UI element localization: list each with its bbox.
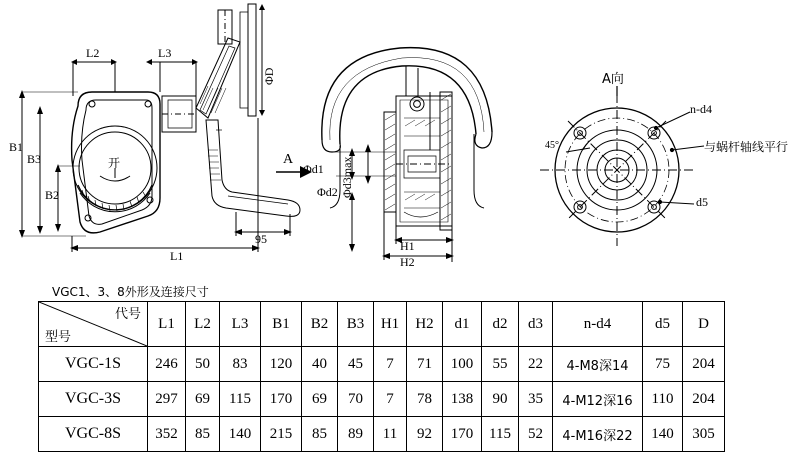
col-L1: L1 bbox=[148, 302, 186, 347]
dial-open-label: 开 bbox=[108, 156, 121, 170]
cell-n-d4: 4-M8深14 bbox=[553, 347, 643, 382]
cell-H1: 7 bbox=[374, 347, 407, 382]
dim-label-phid1: Φd1 bbox=[303, 162, 324, 176]
dim-label-H2: H2 bbox=[400, 255, 415, 269]
table-caption: VGC1、3、8外形及连接尺寸 bbox=[52, 285, 209, 299]
dim-label-L2: L2 bbox=[86, 46, 100, 60]
cell-B2: 40 bbox=[302, 347, 338, 382]
dim-label-B3: B3 bbox=[27, 152, 42, 166]
cell-d3: 35 bbox=[519, 382, 553, 417]
col-B3: B3 bbox=[338, 302, 374, 347]
label-45deg: 45° bbox=[545, 140, 559, 151]
col-d3: d3 bbox=[519, 302, 553, 347]
cell-d1: 138 bbox=[443, 382, 482, 417]
cell-model: VGC-1S bbox=[39, 347, 148, 382]
cell-H2: 92 bbox=[407, 417, 443, 452]
cell-B3: 70 bbox=[338, 382, 374, 417]
cell-L2: 50 bbox=[186, 347, 220, 382]
col-D: D bbox=[683, 302, 725, 347]
dim-label-phiD: ΦD bbox=[262, 67, 276, 85]
cell-D: 204 bbox=[683, 347, 725, 382]
cell-L1: 297 bbox=[148, 382, 186, 417]
col-d5: d5 bbox=[643, 302, 683, 347]
dim-label-B2: B2 bbox=[45, 188, 60, 202]
col-n-d4: n-d4 bbox=[553, 302, 643, 347]
cell-L2: 85 bbox=[186, 417, 220, 452]
dimensions-table bbox=[38, 301, 725, 452]
col-L2: L2 bbox=[186, 302, 220, 347]
cell-model: VGC-8S bbox=[39, 417, 148, 452]
view-A-label: A向 bbox=[602, 72, 624, 87]
cell-H1: 11 bbox=[374, 417, 407, 452]
col-d1: d1 bbox=[443, 302, 482, 347]
col-H2: H2 bbox=[407, 302, 443, 347]
label-d5: d5 bbox=[696, 195, 708, 209]
section-arrow-A-label: A bbox=[283, 152, 294, 167]
table-row bbox=[39, 417, 725, 452]
dim-label-B1: B1 bbox=[9, 140, 24, 154]
cell-B3: 89 bbox=[338, 417, 374, 452]
cell-n-d4: 4-M12深16 bbox=[553, 382, 643, 417]
cell-d5: 140 bbox=[643, 417, 683, 452]
cell-d3: 52 bbox=[519, 417, 553, 452]
cell-model: VGC-3S bbox=[39, 382, 148, 417]
cell-d2: 90 bbox=[482, 382, 519, 417]
table-row bbox=[39, 382, 725, 417]
cell-d5: 110 bbox=[643, 382, 683, 417]
dim-label-phid2: Φd2 bbox=[317, 185, 338, 199]
cell-d1: 100 bbox=[443, 347, 482, 382]
corner-label-model: 型号 bbox=[45, 330, 72, 345]
col-d2: d2 bbox=[482, 302, 519, 347]
col-L3: L3 bbox=[220, 302, 261, 347]
cell-L1: 352 bbox=[148, 417, 186, 452]
dim-label-phid3max: Φd3max bbox=[340, 156, 354, 198]
cell-L3: 115 bbox=[220, 382, 261, 417]
cell-H2: 71 bbox=[407, 347, 443, 382]
cell-d2: 55 bbox=[482, 347, 519, 382]
table-header-row bbox=[39, 302, 725, 347]
table-row bbox=[39, 347, 725, 382]
note-parallel-to-worm-axis: 与蜗杆轴线平行 bbox=[704, 140, 789, 154]
cell-B2: 69 bbox=[302, 382, 338, 417]
cell-L1: 246 bbox=[148, 347, 186, 382]
cell-B1: 170 bbox=[261, 382, 302, 417]
dim-label-L1: L1 bbox=[170, 249, 184, 263]
cell-d5: 75 bbox=[643, 347, 683, 382]
col-B1: B1 bbox=[261, 302, 302, 347]
cell-H1: 7 bbox=[374, 382, 407, 417]
cell-B1: 120 bbox=[261, 347, 302, 382]
cell-n-d4: 4-M16深22 bbox=[553, 417, 643, 452]
dim-label-95: 95 bbox=[255, 232, 267, 246]
cell-B3: 45 bbox=[338, 347, 374, 382]
label-n-d4: n-d4 bbox=[690, 102, 712, 116]
cell-L2: 69 bbox=[186, 382, 220, 417]
cell-B1: 215 bbox=[261, 417, 302, 452]
cell-d1: 170 bbox=[443, 417, 482, 452]
cell-H2: 78 bbox=[407, 382, 443, 417]
cell-L3: 83 bbox=[220, 347, 261, 382]
cell-d3: 22 bbox=[519, 347, 553, 382]
cell-D: 204 bbox=[683, 382, 725, 417]
cell-D: 305 bbox=[683, 417, 725, 452]
table-corner-cell bbox=[39, 302, 148, 347]
col-B2: B2 bbox=[302, 302, 338, 347]
corner-label-code: 代号 bbox=[114, 307, 141, 322]
cell-B2: 85 bbox=[302, 417, 338, 452]
cell-L3: 140 bbox=[220, 417, 261, 452]
col-H1: H1 bbox=[374, 302, 407, 347]
dim-label-L3: L3 bbox=[158, 46, 172, 60]
cell-d2: 115 bbox=[482, 417, 519, 452]
dim-label-H1: H1 bbox=[400, 239, 415, 253]
